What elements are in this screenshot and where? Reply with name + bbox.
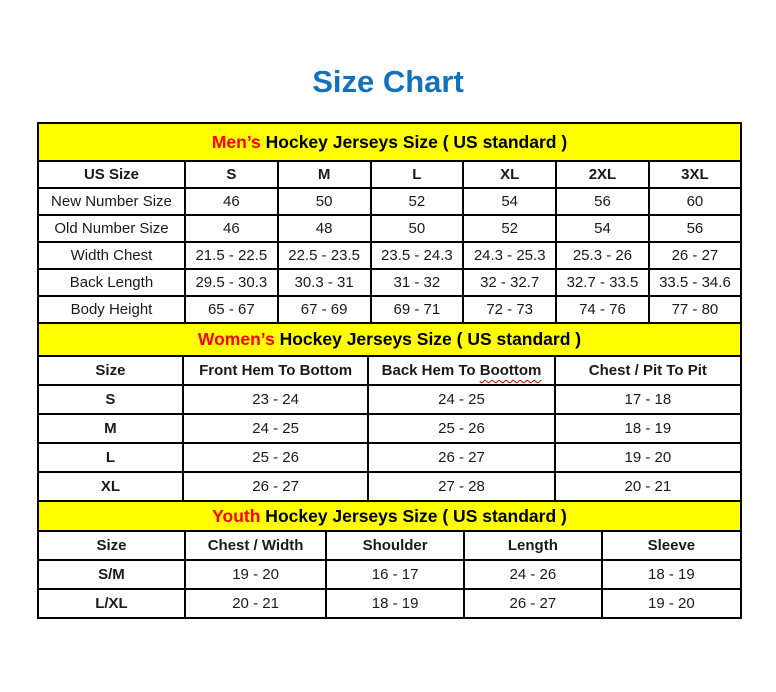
youth-row-label: S/M: [38, 560, 185, 589]
mens-column-header: US Size: [38, 161, 185, 188]
mens-table-row: [38, 188, 741, 215]
youth-table-row: [38, 560, 741, 589]
womens-size-value: 24 - 25: [368, 385, 554, 414]
mens-size-value: 32.7 - 33.5: [556, 269, 649, 296]
youth-size-table: [37, 500, 742, 619]
mens-row-label: Old Number Size: [38, 215, 185, 242]
womens-header-row: [38, 356, 741, 385]
mens-row-label: Back Length: [38, 269, 185, 296]
mens-size-value: 25.3 - 26: [556, 242, 649, 269]
mens-size-value: 67 - 69: [278, 296, 371, 323]
youth-header-row: [38, 531, 741, 560]
mens-column-header: XL: [463, 161, 556, 188]
youth-section-title-highlight: Youth: [212, 505, 261, 526]
mens-size-value: 50: [371, 215, 464, 242]
youth-size-value: 19 - 20: [602, 589, 741, 618]
youth-column-header: Chest / Width: [185, 531, 326, 560]
youth-column-header: Shoulder: [326, 531, 464, 560]
mens-column-header: L: [371, 161, 464, 188]
womens-table-row: [38, 472, 741, 501]
mens-size-value: 50: [278, 188, 371, 215]
mens-section-band: [38, 123, 741, 161]
youth-column-header: Size: [38, 531, 185, 560]
misspelled-word: Boottom: [479, 362, 542, 379]
mens-size-value: 56: [649, 215, 741, 242]
womens-size-table: [37, 322, 742, 502]
mens-size-value: 46: [185, 215, 278, 242]
mens-size-value: 46: [185, 188, 278, 215]
womens-size-value: 23 - 24: [183, 385, 369, 414]
size-chart: [37, 122, 742, 619]
womens-column-header: Front Hem To Bottom: [183, 356, 369, 385]
womens-size-value: 25 - 26: [368, 414, 554, 443]
mens-column-header: M: [278, 161, 371, 188]
womens-row-label: L: [38, 443, 183, 472]
mens-row-label: New Number Size: [38, 188, 185, 215]
womens-section-title-highlight: Women’s: [197, 329, 275, 349]
mens-size-value: 65 - 67: [185, 296, 278, 323]
womens-size-value: 17 - 18: [555, 385, 741, 414]
mens-table-row: [38, 296, 741, 323]
womens-table-row: [38, 414, 741, 443]
womens-section-band: [38, 323, 741, 356]
womens-size-value: 20 - 21: [555, 472, 741, 501]
youth-column-header: Length: [464, 531, 602, 560]
womens-row-label: M: [38, 414, 183, 443]
mens-size-value: 32 - 32.7: [463, 269, 556, 296]
mens-row-label: Width Chest: [38, 242, 185, 269]
womens-column-header: Chest / Pit To Pit: [555, 356, 741, 385]
mens-size-value: 30.3 - 31: [278, 269, 371, 296]
mens-table-row: [38, 215, 741, 242]
mens-size-value: 52: [463, 215, 556, 242]
youth-size-value: 24 - 26: [464, 560, 602, 589]
mens-size-value: 48: [278, 215, 371, 242]
youth-table-row: [38, 589, 741, 618]
mens-size-value: 69 - 71: [371, 296, 464, 323]
womens-size-value: 24 - 25: [183, 414, 369, 443]
mens-row-label: Body Height: [38, 296, 185, 323]
mens-column-header: 3XL: [649, 161, 741, 188]
mens-size-value: 24.3 - 25.3: [463, 242, 556, 269]
womens-size-value: 19 - 20: [555, 443, 741, 472]
mens-table-row: [38, 269, 741, 296]
mens-size-value: 23.5 - 24.3: [371, 242, 464, 269]
mens-size-value: 29.5 - 30.3: [185, 269, 278, 296]
mens-section-title: Men’s Hockey Jerseys Size ( US standard ): [38, 123, 741, 161]
mens-size-value: 26 - 27: [649, 242, 741, 269]
mens-header-row: [38, 161, 741, 188]
mens-size-value: 72 - 73: [463, 296, 556, 323]
youth-size-value: 18 - 19: [326, 589, 464, 618]
mens-column-header: 2XL: [556, 161, 649, 188]
womens-row-label: XL: [38, 472, 183, 501]
mens-table-row: [38, 242, 741, 269]
womens-table-row: [38, 385, 741, 414]
mens-size-value: 31 - 32: [371, 269, 464, 296]
womens-size-value: 25 - 26: [183, 443, 369, 472]
womens-row-label: S: [38, 385, 183, 414]
mens-size-value: 21.5 - 22.5: [185, 242, 278, 269]
mens-size-value: 54: [556, 215, 649, 242]
youth-row-label: L/XL: [38, 589, 185, 618]
youth-section-band: [38, 501, 741, 531]
mens-column-header: S: [185, 161, 278, 188]
womens-column-header: Back Hem To Boottom: [368, 356, 554, 385]
mens-section-title-highlight: Men’s: [211, 131, 261, 152]
mens-size-value: 74 - 76: [556, 296, 649, 323]
youth-size-value: 16 - 17: [326, 560, 464, 589]
youth-size-value: 19 - 20: [185, 560, 326, 589]
womens-table-row: [38, 443, 741, 472]
mens-size-value: 54: [463, 188, 556, 215]
youth-column-header: Sleeve: [602, 531, 741, 560]
womens-column-header: Size: [38, 356, 183, 385]
womens-size-value: 27 - 28: [368, 472, 554, 501]
womens-section-title: Women’s Hockey Jerseys Size ( US standard ): [38, 323, 741, 356]
womens-size-value: 18 - 19: [555, 414, 741, 443]
youth-section-title: Youth Hockey Jerseys Size ( US standard ): [38, 501, 741, 531]
mens-size-value: 77 - 80: [649, 296, 741, 323]
mens-size-value: 52: [371, 188, 464, 215]
womens-size-value: 26 - 27: [368, 443, 554, 472]
mens-size-value: 22.5 - 23.5: [278, 242, 371, 269]
page-title: Size Chart: [312, 64, 464, 99]
youth-size-value: 18 - 19: [602, 560, 741, 589]
mens-size-value: 56: [556, 188, 649, 215]
youth-size-value: 20 - 21: [185, 589, 326, 618]
mens-size-value: 60: [649, 188, 741, 215]
womens-size-value: 26 - 27: [183, 472, 369, 501]
youth-size-value: 26 - 27: [464, 589, 602, 618]
mens-size-value: 33.5 - 34.6: [649, 269, 741, 296]
mens-size-table: [37, 122, 742, 324]
